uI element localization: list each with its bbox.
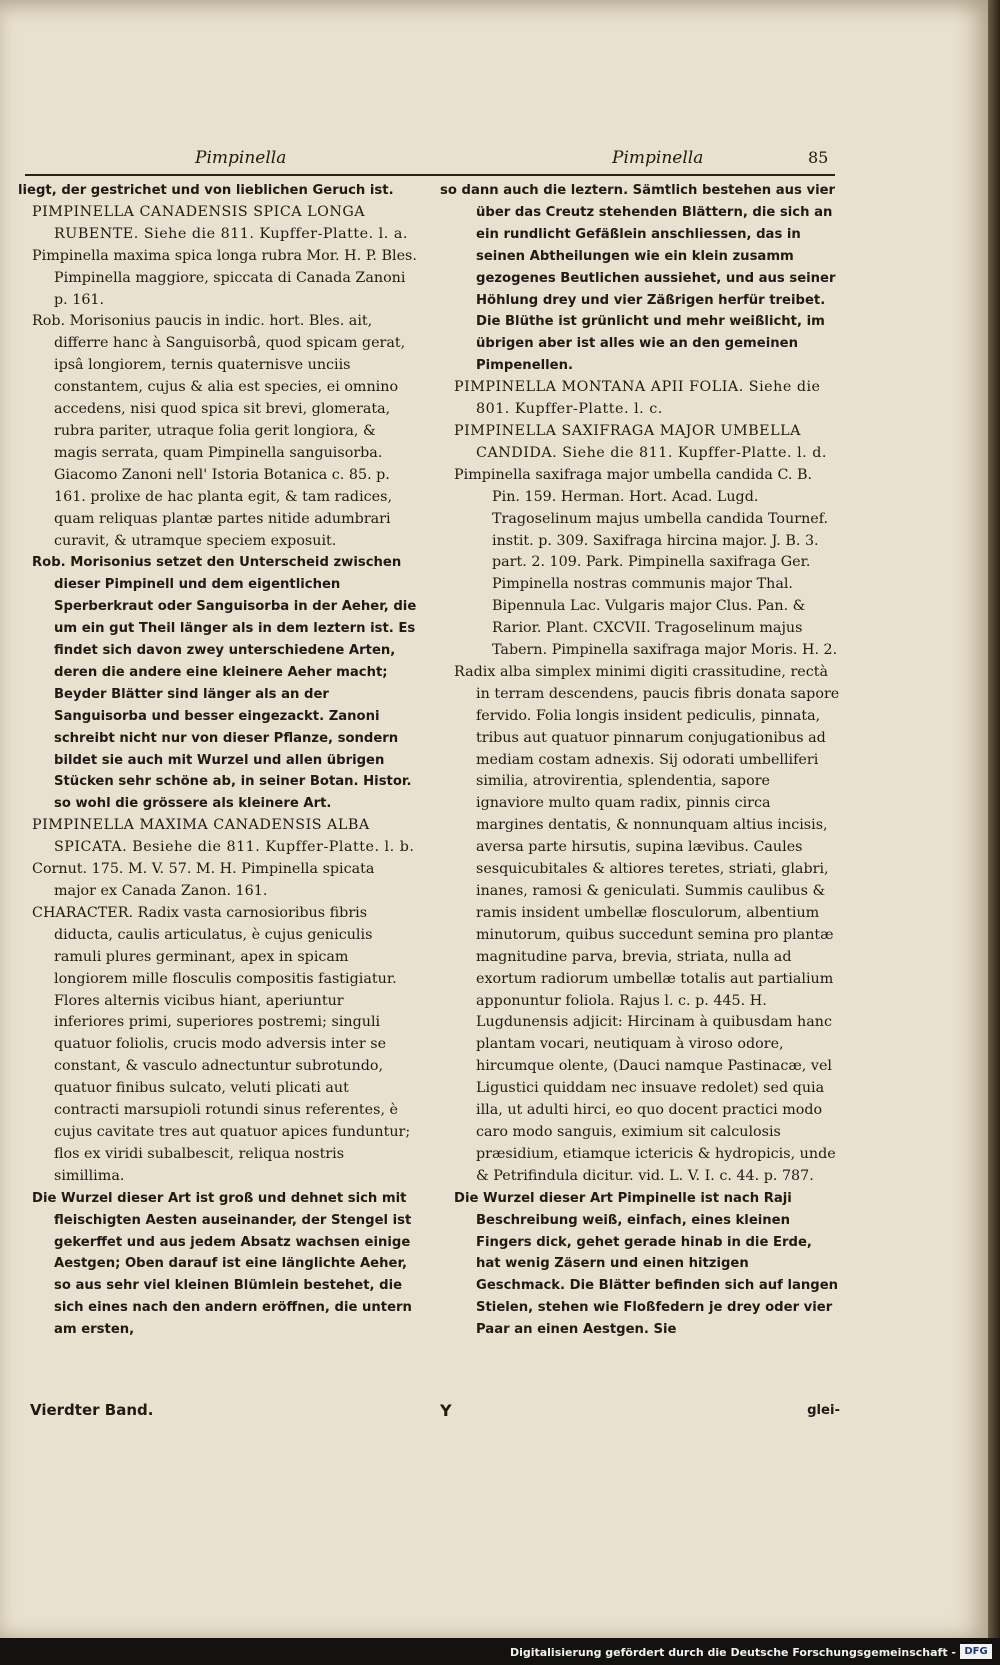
- right-column-paragraph: PIMPINELLA SAXIFRAGA MAJOR UMBELLA CANDIDA. Siehe die 811. Kupffer-Platte. l. d.: [454, 422, 827, 461]
- running-head-left: Pimpinella: [195, 148, 287, 168]
- left-column-paragraph: PIMPINELLA CANADENSIS SPICA LONGA RUBENTE. Siehe die 811. Kupffer-Platte. l. a.: [32, 203, 408, 242]
- page-number: 85: [808, 148, 829, 167]
- left-column-paragraph: Rob. Morisonius paucis in indic. hort. Bles. ait, differre hanc à Sanguisorbâ, quod spicam gerat, ipsâ longiorem, ternis quaternisve unciis constantem, cujus & alia est species, ei omnino accedens, nisi quod spica sit brevi, glomerata, rubra pariter, utraque folia gerit longiora, & magis serrata, quam Pimpinella sanguisorba. Giacomo Zanoni nell' Istoria Botanica c. 85. p. 161. prolixe de hac planta egit, & tam radices, quam reliquas plantæ partes nitide adumbrari curavit, & utramque speciem exposuit.: [32, 313, 406, 549]
- left-column: [18, 180, 418, 1341]
- right-column: [440, 180, 840, 1341]
- left-column-paragraph: PIMPINELLA MAXIMA CANADENSIS ALBA SPICATA. Besiehe die 811. Kupffer-Platte. l. b.: [32, 817, 415, 856]
- right-column-paragraph: Radix alba simplex minimi digiti crassitudine, rectà in terram descendens, paucis fibris donata sapore fervido. Folia longis insident pediculis, pinnata, tribus aut quatuor pinnarum conjugationibus ad mediam costam adnexis. Sij odorati umbelliferi similia, atrovirentia, splendentia, sapore ignaviore multo quam radix, pinnis circa margines dentatis, & nonnunquam altius incisis, aversa parte hirsutis, supina lævibus. Caules sesquicubitales & altiores teretes, striati, glabri, inanes, ramosi & geniculati. Summis caulibus & ramis insident umbellæ flosculorum, albentium minutorum, quibus succedunt semina pro plantæ magnitudine parva, brevia, striata, nulla ad exortum radiorum umbellæ totalis aut partialium apponuntur foliola. Rajus l. c. p. 445. H. Lugdunensis adjicit: Hircinam à quibusdam hanc plantam vocari, neutiquam à viroso odore, hircumque olente, (Dauci namque Pastinacæ, vel Ligustici quiddam nec insuave redolet) sed quia illa, ut adulti hirci, eo quo docent practici modo caro modo sanguis, eximium sit calculosis præsidium, etiamque ictericis & hydropicis, unde & Petrifindula dicitur. vid. L. V. I. c. 44. p. 787.: [454, 663, 840, 1184]
- right-column-paragraph: Pimpinella saxifraga major umbella candida C. B. Pin. 159. Herman. Hort. Acad. Lugd. Tragoselinum majus umbella candida Tournef. instit. p. 309. Saxifraga hircina major. J. B. 3. part. 2. 109. Park. Pimpinella saxifraga Ger. Pimpinella nostras communis major Thal. Bipennula Lac. Vulgaris major Clus. Pan. & Rarior. Plant. CXCVII. Tragoselinum majus Tabern. Pimpinella saxifraga major Moris. H. 2.: [454, 466, 838, 659]
- left-column-paragraph: Rob. Morisonius setzet den Unterscheid zwischen dieser Pimpinell und dem eigentlichen Sperberkraut oder Sanguisorba in der Aeher, die um ein gut Theil länger als in dem leztern ist. Es findet sich davon zwey unterschiedene Arten, deren die andere eine kleinere Aeher macht; Beyder Blätter sind länger als an der Sanguisorba und besser eingezackt. Zanoni schreibt nicht nur von dieser Pflanze, sondern bildet sie auch mit Wurzel und allen übrigen Stücken sehr schöne ab, in seiner Botan. Histor. so wohl die grössere als kleinere Art.: [32, 555, 417, 812]
- catchword: glei-: [807, 1403, 840, 1418]
- right-column-paragraph: so dann auch die leztern. Sämtlich bestehen aus vier über das Creutz stehenden Blättern, die sich an ein rundlicht Gefäßlein anschliessen, das in seinen Abtheilungen wie ein klein zusamm gezogenes Beutlichen aussiehet, und aus seiner Höhlung drey und vier Zäßrigen herfür treibet. Die Blüthe ist grünlicht und mehr weißlicht, im übrigen aber ist alles wie an den gemeinen Pimpenellen.: [440, 183, 836, 374]
- left-column-paragraph: Die Wurzel dieser Art ist groß und dehnet sich mit fleischigten Aesten auseinander, der Stengel ist gekerffet und aus jedem Absatz wachsen einige Aestgen; Oben darauf ist eine länglichte Aeher, so aus sehr viel kleinen Blümlein bestehet, die sich eines nach den andern eröffnen, die untern am ersten,: [32, 1190, 412, 1338]
- header-rule: [25, 174, 835, 176]
- volume-footer: Vierdter Band.: [30, 1401, 154, 1419]
- running-head-right: Pimpinella: [612, 148, 704, 168]
- left-column-paragraph: CHARACTER. Radix vasta carnosioribus fibris diducta, caulis articulatus, è cujus geniculis ramuli plures germinant, apex in spicam longiorem mille flosculis compositis fastigiatur. Flores alternis vicibus hiant, aperiuntur inferiores primi, superiores postremi; singuli quatuor foliolis, crucis modo adversis inter se constant, & vasculo adnectuntur subrotundo, quatuor finibus sulcato, veluti plicati aut contracti marsupioli rotundi sinus referentes, è cujus cavitate tres aut quatuor apices funduntur; flos ex viridi subalbescit, reliqua nostris simillima.: [32, 904, 411, 1184]
- dfg-logo: DFG: [960, 1644, 992, 1659]
- left-column-paragraph: Pimpinella maxima spica longa rubra Mor. H. P. Bles. Pimpinella maggiore, spiccata di Canada Zanoni p. 161.: [32, 247, 417, 308]
- right-column-paragraph: Die Wurzel dieser Art Pimpinelle ist nach Raji Beschreibung weiß, einfach, eines kleinen Fingers dick, gehet gerade hinab in die Erde, hat wenig Zäsern und einen hitzigen Geschmack. Die Blätter befinden sich auf langen Stielen, stehen wie Floßfedern je drey oder vier Paar an einen Aestgen. Sie: [454, 1190, 839, 1338]
- signature-mark: Y: [440, 1401, 452, 1420]
- right-column-paragraph: PIMPINELLA MONTANA APII FOLIA. Siehe die 801. Kupffer-Platte. l. c.: [454, 379, 821, 418]
- digitization-note: Digitalisierung gefördert durch die Deutsche Forschungsgemeinschaft -: [509, 1646, 956, 1659]
- page-edge: [988, 0, 1000, 1638]
- left-column-paragraph: Cornut. 175. M. V. 57. M. H. Pimpinella spicata major ex Canada Zanon. 161.: [32, 861, 375, 899]
- left-column-paragraph: liegt, der gestrichet und von lieblichen Geruch ist.: [18, 183, 394, 198]
